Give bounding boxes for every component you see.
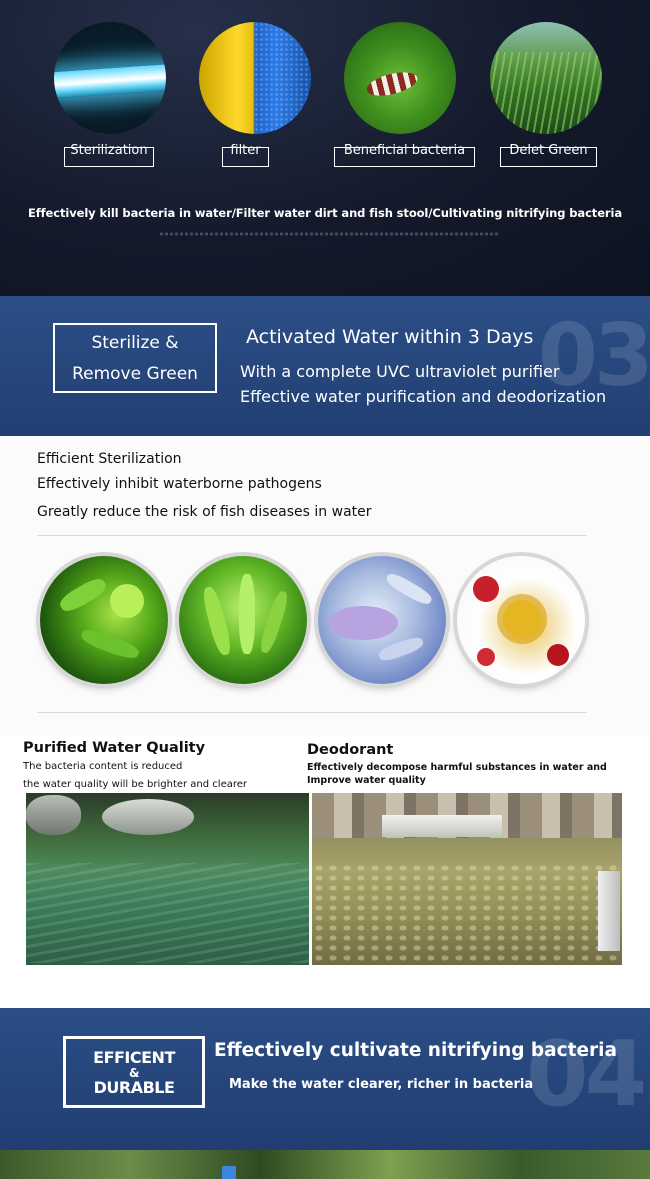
green-bacteria-image [40,556,168,684]
bottom-nature-strip [0,1150,650,1179]
section-04-title: Effectively cultivate nitrifying bacteria [214,1040,617,1061]
section-04-line-1: Make the water clearer, richer in bacteria [229,1077,534,1092]
deodorant-title: Deodorant [307,742,394,758]
divider [37,712,587,713]
red-virus-image [457,556,585,684]
fine-print-decoration [160,233,500,236]
aquatic-grass-image [490,22,602,134]
blue-bacteria-image [318,556,446,684]
clear-stream-photo [26,793,309,965]
section-03-title: Activated Water within 3 Days [246,326,534,348]
section-04-banner [0,1008,650,1150]
box-line-2: DURABLE [93,1078,175,1097]
section-number-04: 04 [526,1022,644,1127]
section-03-line-2: Effective water purification and deodorization [240,387,607,406]
green-microbes-image [179,556,307,684]
purified-water-title: Purified Water Quality [23,740,206,756]
delete-green-label: Delet Green [500,147,597,167]
section-03-line-1: With a complete UVC ultraviolet purifier [240,362,560,381]
product-cap-icon [222,1166,236,1179]
purified-water-line-2: the water quality will be brighter and clearer [23,779,248,790]
divider [37,535,587,536]
box-ampersand: & [129,1066,139,1080]
beneficial-bacteria-label: Beneficial bacteria [334,147,475,167]
box-line-1: EFFICENT [93,1048,175,1067]
sterilization-label: Sterilization [64,147,154,167]
shrimp-plants-image [344,22,456,134]
purified-water-line-1: The bacteria content is reduced [23,761,183,772]
features-description: Effectively kill bacteria in water/Filter water dirt and fish stool/Cultivating nitrifying bacteria [28,206,622,220]
sterilization-line-1: Effectively inhibit waterborne pathogens [37,476,322,492]
sterilize-remove-green-box [53,323,217,393]
filter-sponge-image [199,22,311,134]
efficient-durable-box [63,1036,205,1108]
box-line-1: Sterilize & [91,333,179,353]
deodorant-line-1: Effectively decompose harmful substances in water and [307,762,607,773]
section-number-03: 03 [538,306,650,406]
section-03-banner [0,296,650,436]
filter-label: filter [222,147,269,167]
deodorant-line-2: Improve water quality [307,775,426,786]
box-line-2: Remove Green [72,364,198,384]
pond-waterfall-photo [312,793,622,965]
sterilization-line-2: Greatly reduce the risk of fish diseases in water [37,504,372,520]
sterilization-heading: Efficient Sterilization [37,451,182,467]
features-header-section [0,0,650,296]
uv-lamp-image [54,22,166,134]
